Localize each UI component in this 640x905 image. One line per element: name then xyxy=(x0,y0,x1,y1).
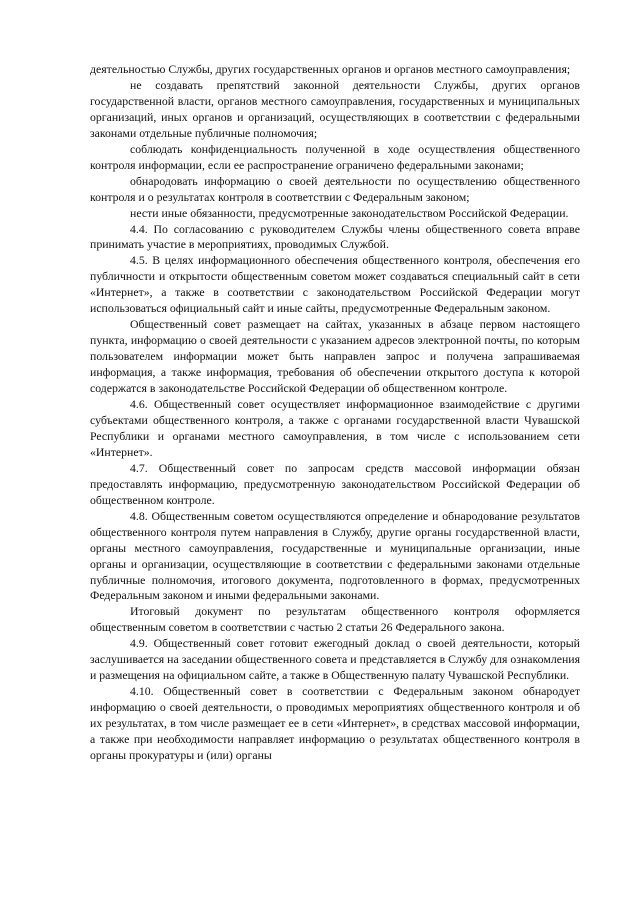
paragraph: соблюдать конфиденциальность полученной в ходе осуществления общественного контроля информации, если ее распространение ограничено федеральными законами; xyxy=(90,141,580,172)
paragraph: обнародовать информацию о своей деятельности по осуществлению общественного контроля и о результатах контроля в соответствии с Федеральным законом; xyxy=(90,173,580,204)
paragraph: 4.5. В целях информационного обеспечения общественного контроля, обеспечения его публичности и открытости общественным советом может создаваться специальный сайт в сети «Интернет», а также в соответствии с законодательством Российской Федерации могут использоваться официальный сайт и иные сайты, предусмотренные Федеральным законом. xyxy=(90,253,580,316)
paragraph: Итоговый документ по результатам общественного контроля оформляется общественным советом в соответствии с частью 2 статьи 26 Федерального закона. xyxy=(90,604,580,635)
paragraph: 4.10. Общественный совет в соответствии с Федеральным законом обнародует информацию о своей деятельности, о проводимых мероприятиях общественного контроля и об их результатах, в том числе размещает ее в сети «Интернет», в средствах массовой информации, а также при необходимости направляет информацию о результатах общественного контроля в органы прокуратуры и (или) органы xyxy=(90,684,580,762)
paragraph: деятельностью Службы, других государственных органов и органов местного самоуправления; xyxy=(90,62,571,76)
paragraph: 4.8. Общественным советом осуществляются определение и обнародование результатов общественного контроля путем направления в Службу, другие органы государственной власти, органы местного самоуправления, государственные и муниципальные организации, иные органы и организации, осуществляющие в соответствии с федеральными законами отдельные публичные полномочия, итогового документа, подготовленного в формах, предусмотренных Федеральным законом и иными федеральными законами. xyxy=(90,508,580,603)
paragraph: нести иные обязанности, предусмотренные законодательством Российской Федерации. xyxy=(130,205,569,220)
document-body xyxy=(90,62,580,764)
paragraph: 4.7. Общественный совет по запросам средств массовой информации обязан предоставлять информацию, предусмотренную законодательством Российской Федерации об общественном контроле. xyxy=(90,460,580,507)
paragraph: не создавать препятствий законной деятельности Службы, других органов государственной власти, органов местного самоуправления, государственных и муниципальных организаций, иных органов и организаций, осуществляющих в соответствии с федеральными законами отдельные публичные полномочия; xyxy=(90,77,580,140)
paragraph: 4.6. Общественный совет осуществляет информационное взаимодействие с другими субъектами общественного контроля, а также с органами государственной власти Чувашской Республики и органами местного самоуправления, в том числе с использованием сети «Интернет». xyxy=(90,397,580,459)
paragraph: Общественный совет размещает на сайтах, указанных в абзаце первом настоящего пункта, информацию о своей деятельности с указанием адресов электронной почты, по которым пользователем информации может быть направлен запрос и получена запрашиваемая информация, а также информация, требования об обеспечении открытого доступа к которой содержатся в законодательстве Российской Федерации об общественном контроле. xyxy=(90,317,580,396)
paragraph: 4.4. По согласованию с руководителем Службы члены общественного совета вправе принимать участие в мероприятиях, проводимых Службой. xyxy=(90,221,580,252)
paragraph: 4.9. Общественный совет готовит ежегодный доклад о своей деятельности, который заслушивается на заседании общественного совета и представляется в Службу для ознакомления и размещения на официальном сайте, а также в Общественную палату Чувашской Республики. xyxy=(90,636,580,683)
